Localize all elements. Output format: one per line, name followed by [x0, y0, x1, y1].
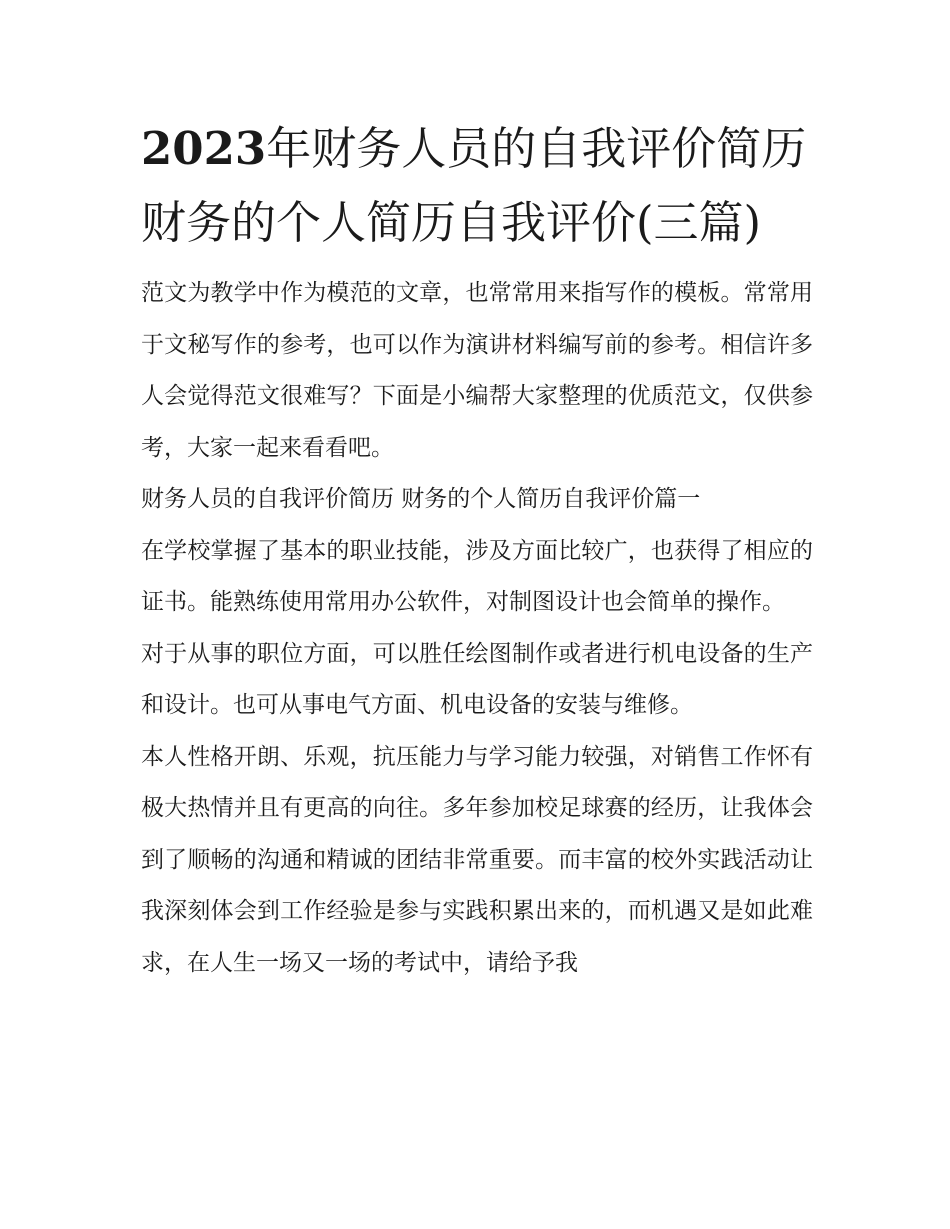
document-title: [141, 112, 813, 260]
paragraph-section-heading: 财务人员的自我评价简历 财务的个人简历自我评价篇一: [141, 486, 701, 512]
title-year: 2023: [141, 122, 267, 175]
paragraph-skills: 在学校掌握了基本的职业技能，涉及方面比较广，也获得了相应的证书。能熟练使用常用办公软件，对制图设计也会简单的操作。: [141, 537, 813, 615]
paragraph-intro: 范文为教学中作为模范的文章，也常常用来指写作的模板。常常用于文秘写作的参考，也可以作为演讲材料编写前的参考。相信许多人会觉得范文很难写？下面是小编帮大家整理的优质范文，仅供参考，大家一起来看看吧。: [141, 280, 813, 461]
document-page: [141, 112, 813, 989]
title-text: 年财务人员的自我评价简历 财务的个人简历自我评价(三篇): [141, 122, 807, 249]
paragraph-positions: 对于从事的职位方面，可以胜任绘图制作或者进行机电设备的生产和设计。也可从事电气方面、机电设备的安装与维修。: [141, 640, 813, 718]
paragraph-personality: 本人性格开朗、乐观，抗压能力与学习能力较强，对销售工作怀有极大热情并且有更高的向往。多年参加校足球赛的经历，让我体会到了顺畅的沟通和精诚的团结非常重要。而丰富的校外实践活动让我深刻体会到工作经验是参与实践积累出来的，而机遇又是如此难求，在人生一场又一场的考试中，请给予我: [141, 743, 813, 976]
